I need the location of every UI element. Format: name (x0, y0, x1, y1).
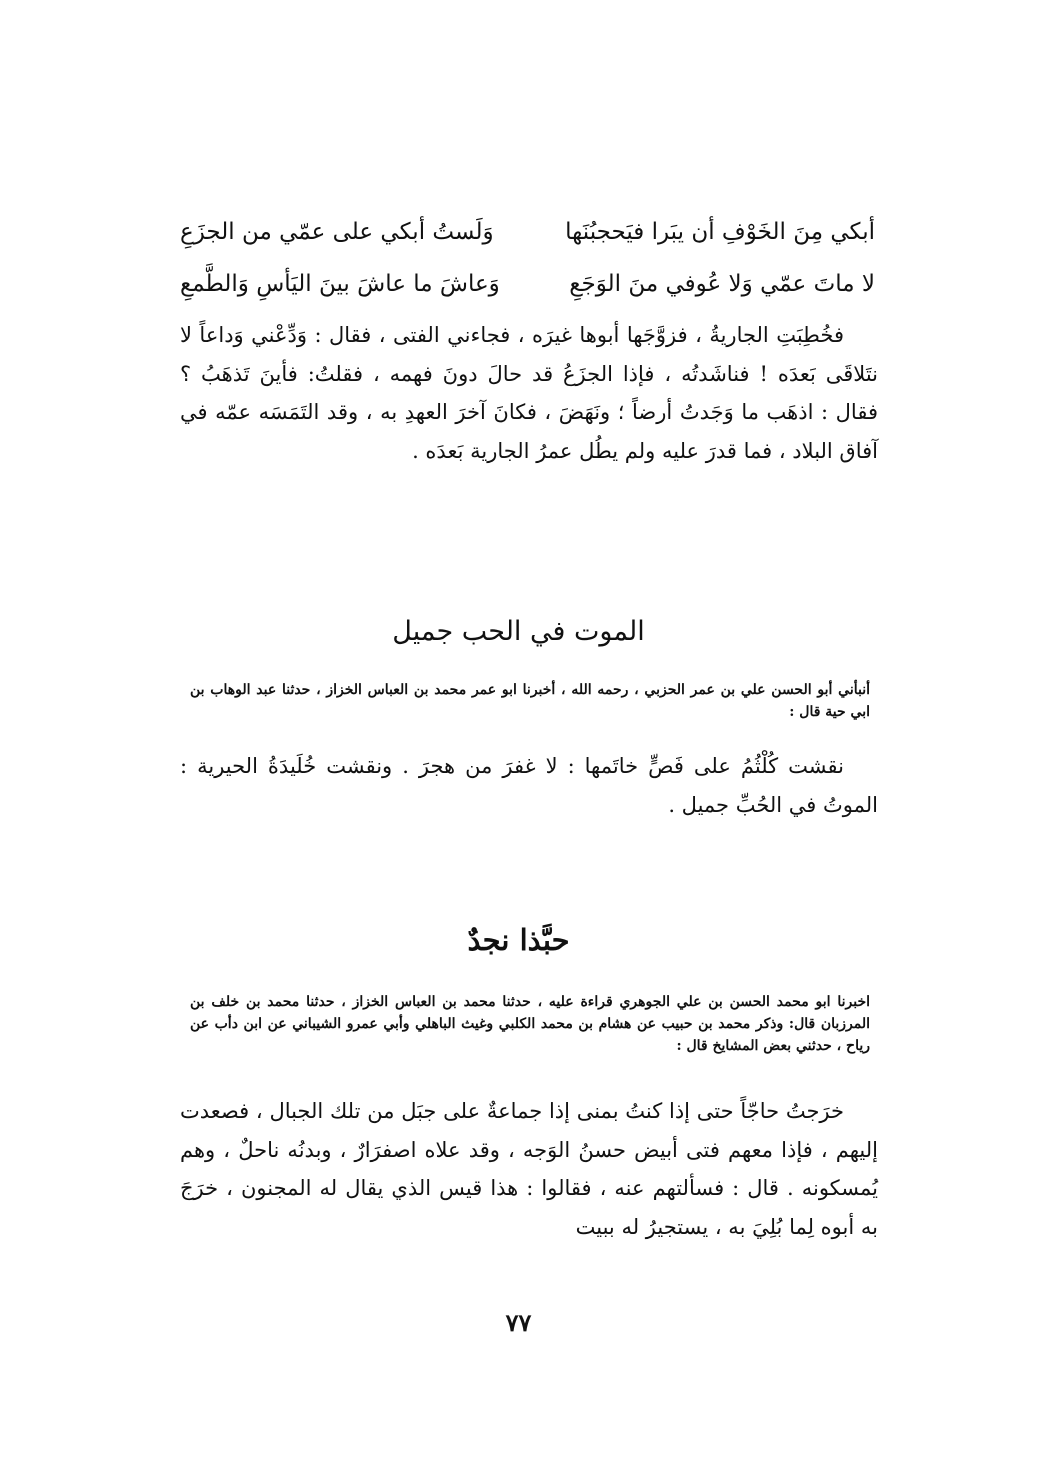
verse-hemistich: أبكي مِنَ الخَوْفِ أن يبَرا فيَحجبُنَها (565, 219, 875, 245)
verse-hemistich: لا ماتَ عمّي وَلا عُوفي منَ الوَجَعِ (569, 271, 875, 297)
page-number: ٧٧ (505, 1308, 532, 1337)
paragraph-text: فخُطِبَتِ الجاريةُ ، فزوَّجَها أبوها غيرَه ، فجاءني الفتى ، فقال : وَدِّعْني وَداعاً لا نتَلاقَى بَعدَه ! فناشَدتُه ، فإذا الجزَعُ قد حالَ دونَ فهمه ، فقلتُ: فأينَ تَذهَبُ ؟ فقال : اذهَب ما وَجَدتُ أرضاً ؛ ونَهَضَ ، فكانَ آخرَ العهدِ به ، وقد التَمَسَه عمّه في آفاق البلاد ، فما قدرَ عليه ولم يطُل عمرُ الجارية بَعدَه . (180, 323, 878, 463)
paragraph-text: نقشت كُلْثُمُ على فَصٍّ خاتَمها : لا غفرَ من هجرَ . ونقشت خُلَيدَةُ الحيرية : الموتُ في الحُبِّ جميل . (180, 754, 878, 817)
verse-hemistich: وَعاشَ ما عاشَ بينَ اليَأسِ وَالطَّمعِ (180, 271, 500, 297)
paragraph-text: خرَجتُ حاجّاً حتى إذا كنتُ بمنى إذا جماعةٌ على جبَل من تلك الجبال ، فصعدت إليهم ، فإذا معهم فتى أبيض حسنُ الوَجه ، وقد علاه اصفرَارٌ ، وبدنُه ناحلٌ ، وهم يُمسكونه . قال : فسألتهم عنه ، فقالوا : هذا قيس الذي يقال له المجنون ، خرَجَ به أبوه لِما بُلِيَ به ، يستجيرُ له ببيت (180, 1099, 878, 1239)
section-title: الموت في الحب جميل (392, 616, 645, 647)
chain-of-narration: اخبرنا ابو محمد الحسن بن علي الجوهري قراءة عليه ، حدثنا محمد بن العباس الخزاز ، حدثنا محمد بن خلف بن المرزبان قال: وذكر محمد بن حبيب عن هشام بن محمد الكلبي وغيث الباهلي وأبي عمرو الشيباني عن ابن دأب عن رياح ، حدثني بعض المشايخ قال : (190, 994, 870, 1054)
narrative-paragraph (180, 1092, 878, 1246)
narrative-paragraph (180, 316, 878, 470)
section-title: حبَّذا نجدٌ (467, 923, 570, 957)
poem-verse (180, 262, 875, 306)
chain-of-narration: أنبأني أبو الحسن علي بن عمر الحزبي ، رحمه الله ، أخبرنا ابو عمر محمد بن العباس الخزاز ، حدثنا عبد الوهاب بن ابي حية قال : (190, 682, 870, 720)
verse-hemistich: وَلَستُ أبكي على عمّي من الجزَعِ (180, 219, 494, 245)
narrative-paragraph (180, 747, 878, 824)
poem-verse (180, 210, 875, 254)
